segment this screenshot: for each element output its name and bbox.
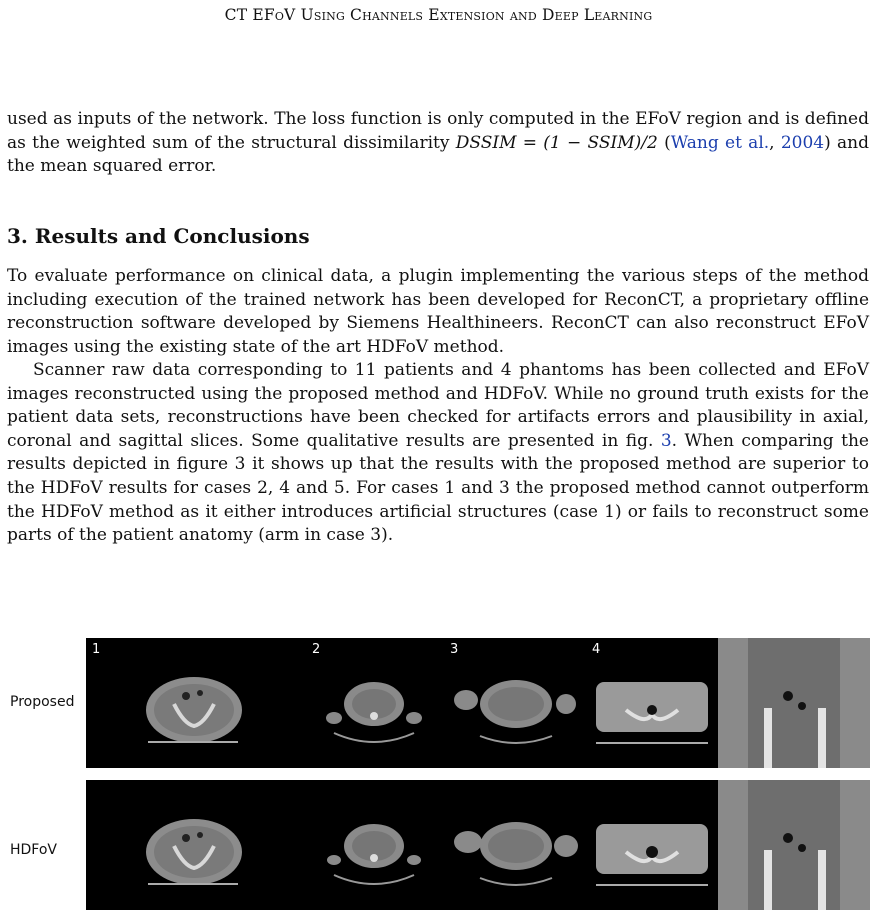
ct-slice-pelvis-wide xyxy=(586,638,718,768)
ct-slice-pelvis-wide xyxy=(586,780,718,910)
proposed-case-1-image xyxy=(86,638,306,768)
ct-coronal-pelvis xyxy=(718,638,870,768)
section-heading: 3. Results and Conclusions xyxy=(7,224,310,248)
hdfov-case-2-image xyxy=(306,780,444,910)
case-number: 4 xyxy=(592,642,601,657)
proposed-case-2-image xyxy=(306,638,444,768)
ct-slice-abdomen xyxy=(306,780,444,910)
proposed-case-4-image xyxy=(586,638,718,768)
intro-text-1: used as inputs of the network. The loss function is only computed in the EFoV region and is defined as the weighted sum of the structural dissimilarity xyxy=(7,109,869,153)
intro-paragraph xyxy=(7,108,869,179)
case-number: 1 xyxy=(92,642,101,657)
ct-slice-abdomen xyxy=(306,638,444,768)
proposed-case-3-image xyxy=(444,638,586,768)
ct-slice-pelvis xyxy=(86,638,306,768)
ct-coronal-pelvis xyxy=(718,780,870,910)
paragraph-results xyxy=(7,359,869,548)
case-number: 2 xyxy=(312,642,321,657)
ct-slice-pelvis xyxy=(86,780,306,910)
hdfov-case-1-image xyxy=(86,780,306,910)
intro-text-3: ) and the mean squared error. xyxy=(7,132,870,177)
citation-separator: , xyxy=(769,132,781,153)
citation-year-link[interactable]: 2004 xyxy=(780,132,825,153)
results-text-2: . When comparing the results depicted in figure 3 it shows up that the results with the proposed method are superior to the HDFoV results for cases 2, 4 and 5. For cases 1 and 3 the proposed method cannot outperform the HDFoV method as it either introduces artificial structures (case 1) or fails to reconstruct some parts of the patient anatomy (arm in case 3). xyxy=(7,430,869,546)
hdfov-image-strip xyxy=(86,780,870,910)
ct-slice-thorax xyxy=(444,780,586,910)
proposed-image-strip xyxy=(86,638,870,768)
hdfov-case-5-image xyxy=(718,780,870,910)
dssim-formula: DSSIM = (1 − SSIM)/2 xyxy=(455,132,658,153)
case-number: 3 xyxy=(450,642,459,657)
hdfov-case-4-image xyxy=(586,780,718,910)
proposed-case-5-image xyxy=(718,638,870,768)
intro-text-2: ( xyxy=(657,132,671,153)
citation-author-link[interactable]: Wang et al. xyxy=(670,132,770,153)
row-label-hdfov: HDFoV xyxy=(10,842,58,858)
ct-slice-thorax xyxy=(444,638,586,768)
hdfov-case-3-image xyxy=(444,780,586,910)
row-label-proposed: Proposed xyxy=(10,694,75,710)
figure-ref-link[interactable]: 3 xyxy=(660,430,672,451)
running-head: CT EFoV Using Channels Extension and Deep Learning xyxy=(224,6,653,24)
results-text-1: Scanner raw data corresponding to 11 patients and 4 phantoms has been collected and EFoV images reconstructed using the proposed method and HDFoV. While no ground truth exists for the patient data sets, reconstructions have been checked for artifacts errors and plausibility in axial, coronal and sagittal slices. Some qualitative results are presented in fig. xyxy=(7,360,869,451)
paragraph-evaluation: To evaluate performance on clinical data, a plugin implementing the various steps of the method including execution of the trained network has been developed for ReconCT, a proprietary offline reconstruction software developed by Siemens Healthineers. ReconCT can also reconstruct EFoV images using the existing state of the art HDFoV method. xyxy=(7,266,869,357)
